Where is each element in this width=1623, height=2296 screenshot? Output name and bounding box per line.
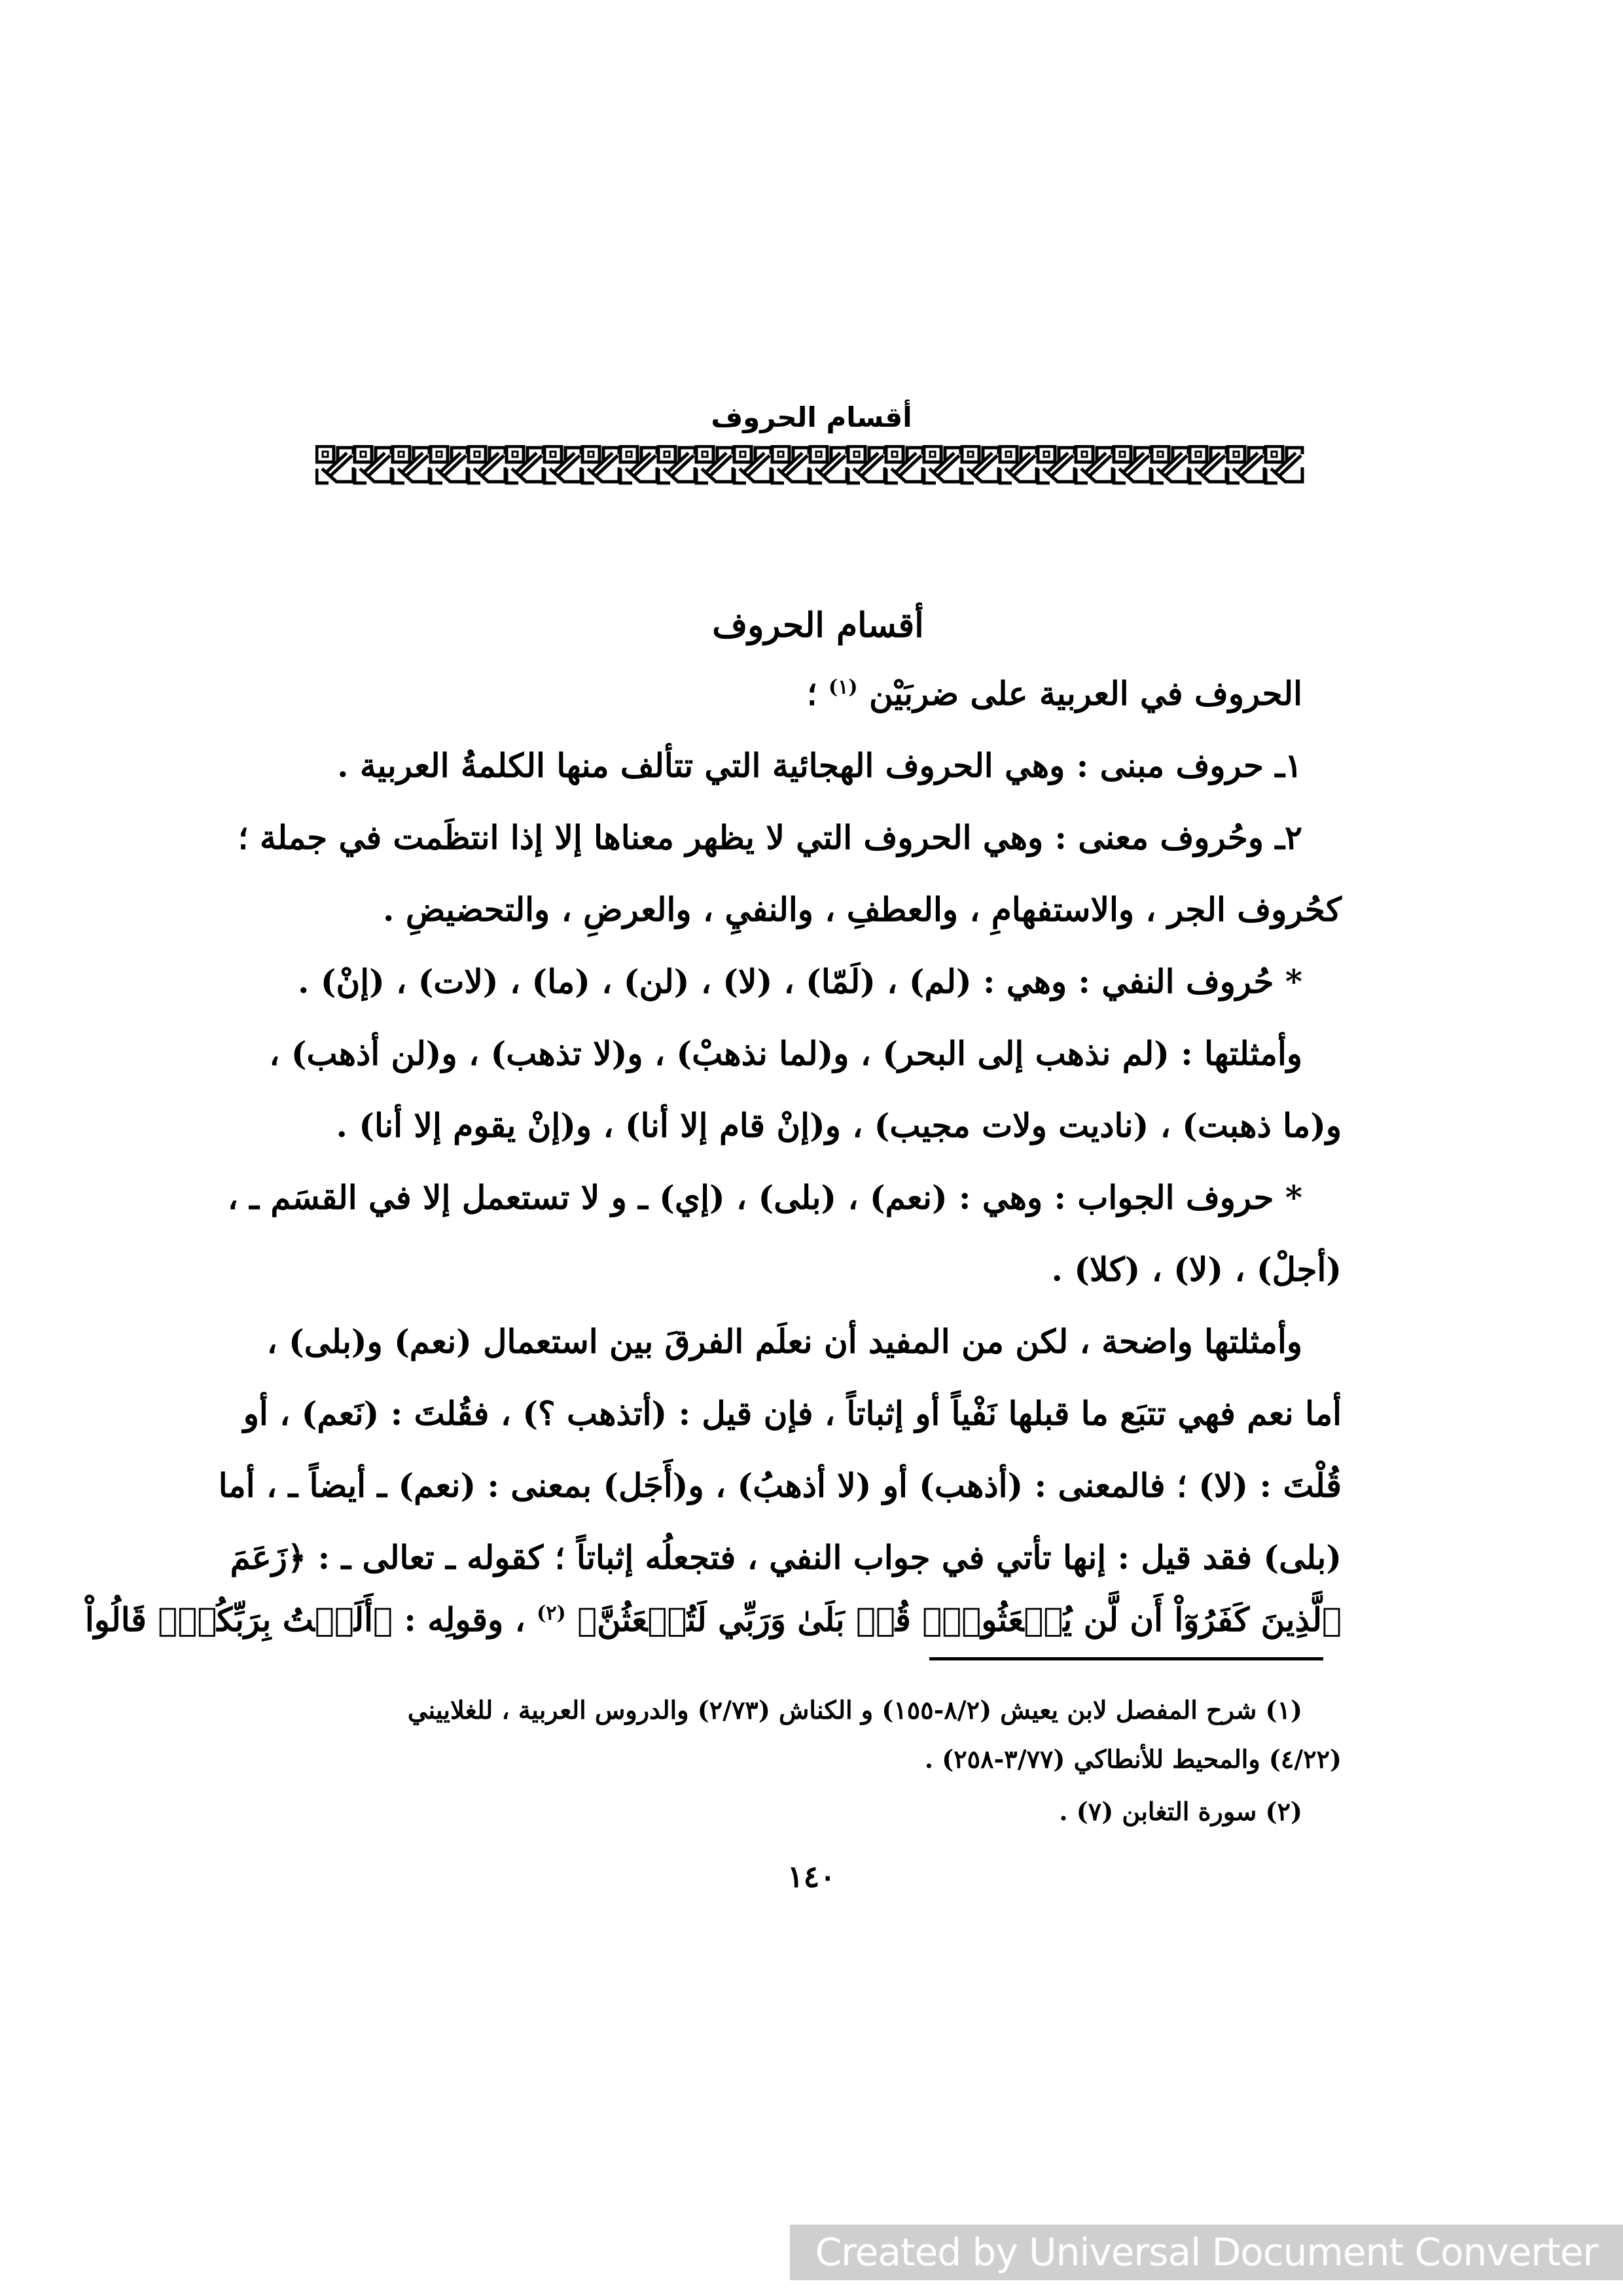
connector-text: ، وقولِه : xyxy=(393,1600,526,1639)
paragraph-line: وأمثلتها : (لم نذهب إلى البحر) ، و(لما نذهبْ) ، و(لا تذهب) ، و(لن أذهب) ، xyxy=(269,1034,1302,1073)
paragraph-line: * حُروف النفي : وهي : (لم) ، (لَمّا) ، (لا) ، (لن) ، (ما) ، (لات) ، (إنْ) . xyxy=(298,962,1302,1001)
paragraph-line: وأمثلتها واضحة ، لكن من المفيد أن نعلَم الفرقَ بين استعمال (نعم) و(بلى) ، xyxy=(266,1322,1302,1361)
paragraph-line: كحُروف الجر ، والاستفهامِ ، والعطفِ ، والنفيِ ، والعرضِ ، والتحضيضِ . xyxy=(383,890,1342,929)
footnote-2: (٢) سورة التغابن (٧) . xyxy=(1059,1797,1302,1826)
footnotes xyxy=(294,0,1342,1898)
page-number: ١٤٠ xyxy=(787,1859,836,1894)
intro-text: الحروف في العربية على ضربَيْن xyxy=(869,674,1302,713)
footnote-1: (١) شرح المفصل لابن يعيش (٨/٢-١٥٥) و الكناش (٢/٧٣) والدروس العربية ، للغلاييني xyxy=(407,1695,1302,1725)
watermark-banner: Created by Universal Document Converter xyxy=(790,2225,1623,2280)
footnote-1-cont: (٤/٢٢) والمحيط للأنطاكي (٣/٧٧-٢٥٨) . xyxy=(924,1744,1342,1774)
quran-verse-2: ﴿أَلَسۡتُ بِرَبِّكُمۡۖ قَالُواْ xyxy=(84,1600,393,1639)
quran-verse-1: ٱلَّذِينَ كَفَرُوٓاْ أَن لَّن يُبۡعَثُواْۚ قُلۡ بَلَىٰ وَرَبِّي لَتُبۡعَثُنَّ﴾ xyxy=(577,1600,1342,1639)
footnote-ref-1[interactable]: (١) xyxy=(829,675,858,699)
paragraph-line: (أجلْ) ، (لا) ، (كلا) . xyxy=(1051,1250,1342,1289)
paragraph-line: قُلْتَ : (لا) ؛ فالمعنى : (أذهب) أو (لا أذهبُ) ، و(أَجَل) بمعنى : (نعم) ـ أيضاً ـ ، أما xyxy=(218,1466,1342,1505)
paragraph-line: * حروف الجواب : وهي : (نعم) ، (بلى) ، (إي) ـ و لا تستعمل إلا في القسَم ـ ، xyxy=(227,1178,1302,1217)
paragraph-line: (بلى) فقد قيل : إنها تأتي في جواب النفي ، فتجعلُه إثباتاً ؛ كقوله ـ تعالى ـ : ﴿زَعَمَ xyxy=(230,1538,1342,1577)
footnote-ref-2[interactable]: (٢) xyxy=(537,1602,566,1625)
paragraph-line: ٢ـ وحُروف معنى : وهي الحروف التي لا يظهر معناها إلا إذا انتظَمت في جملة ؛ xyxy=(238,818,1302,857)
paragraph-line: ١ـ حروف مبنى : وهي الحروف الهجائية التي تتألف منها الكلمةُ العربية . xyxy=(337,746,1302,785)
paragraph-line: أما نعم فهي تتبَع ما قبلها نَفْياً أو إثباتاً ، فإن قيل : (أتذهب ؟) ، فقُلتَ : (نَعم) ، أو xyxy=(243,1394,1342,1433)
section-title: أقسام الحروف xyxy=(712,605,924,645)
intro-end: ؛ xyxy=(806,674,817,713)
running-header-title: أقسام الحروف xyxy=(711,401,912,433)
paragraph-line: و(ما ذهبت) ، (ناديت ولات مجيب) ، و(إنْ قام إلا أنا) ، و(إنْ يقوم إلا أنا) . xyxy=(336,1106,1342,1145)
